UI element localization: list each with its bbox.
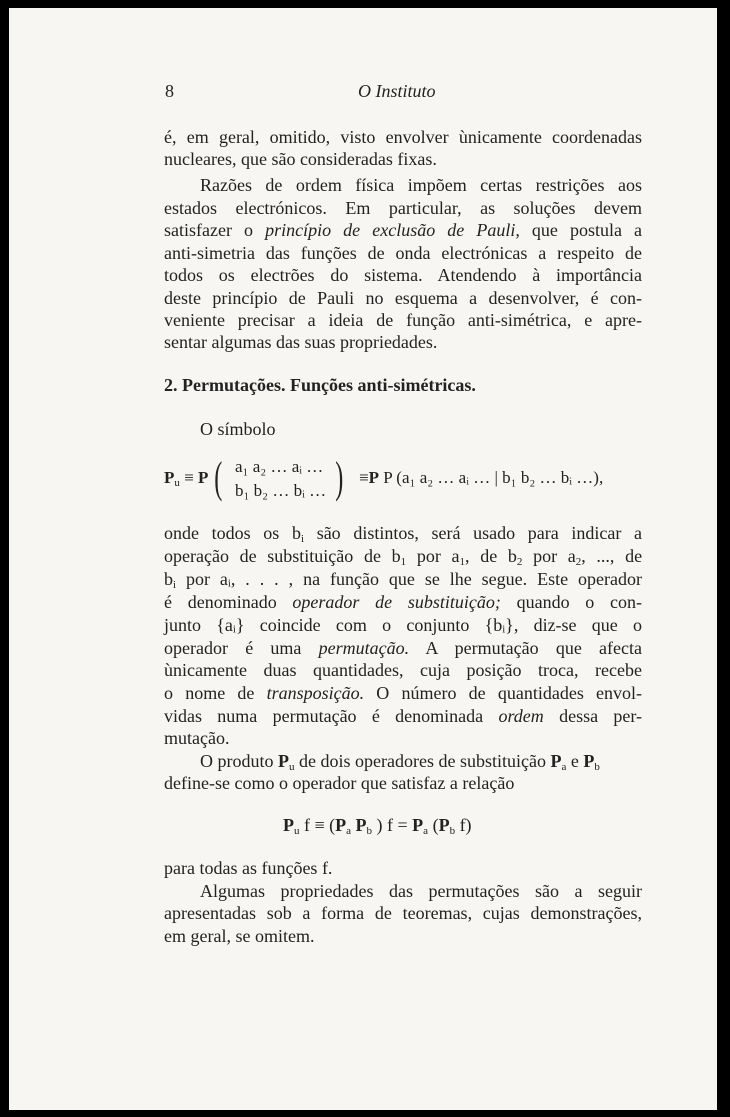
text-line: O produto $P_u$ de dois operadores de substituição $P_a$ e $P_b$ <box>200 751 600 773</box>
pauli-principle: princípio de exclusão de Pauli, <box>265 220 520 240</box>
text-line: satisfazer o princípio de exclusão de Pauli, que postula a <box>164 220 643 240</box>
section-heading: 2. Permutações. Funções anti-simétricas. <box>164 375 476 395</box>
text-line: Algumas propriedades das permutações são a seguir <box>200 881 642 901</box>
text-line: nucleares, que são consideradas fixas. <box>164 149 437 169</box>
text-line: $b_i$ por aᵢ, . . . , na função que se lhe segue. Este operador <box>164 569 642 591</box>
equation-permutation: $P_u \equiv P$ ( a₁ a₂ … aᵢ … b₁ b₂ … bᵢ … ) ≡P P (a₁ a₂ … aᵢ … | b₁ b₂ … bᵢ …), <box>164 453 604 502</box>
text-line: define-se como o operador que satisfaz a relação <box>164 773 515 793</box>
text-line: o nome de transposição. O número de quantidades envol- <box>164 683 643 703</box>
text-line: em geral, se omitem. <box>164 926 315 946</box>
text-line: onde todos os $b_i$ são distintos, será usado para indicar a <box>164 523 643 545</box>
text-line: para todas as funções f. <box>164 858 333 878</box>
text-line: O símbolo <box>200 419 276 439</box>
text-line: vidas numa permutação é denominada ordem dessa per- <box>164 706 643 726</box>
text-line: estados electrónicos. Em particular, as soluções devem <box>164 198 642 218</box>
text-line: é denominado operador de substituição; quando o con- <box>164 592 642 612</box>
text-line: mutação. <box>164 728 230 748</box>
text-line: operação de substituição de $b_1$ por $a_1$, de $b_2$ por $a_2$, ..., de <box>164 546 643 568</box>
right-paren: ) <box>335 453 344 502</box>
text-line: veniente precisar a ideia de função anti-simétrica, e apre- <box>164 310 642 330</box>
text-line: todos os electrões do sistema. Atendendo à importância <box>164 265 642 285</box>
equation-product: $P_u$ $f \equiv (P_a$ $P_b$ ) $f = P_a$ ($P_b$ f) <box>283 815 472 837</box>
text-line: deste princípio de Pauli no esquema a desenvolver, é con- <box>164 288 642 308</box>
matrix-row-a: a₁ a₂ … aᵢ … <box>235 457 324 476</box>
page-number: 8 <box>165 81 174 101</box>
left-paren: ( <box>214 453 223 502</box>
text-line: junto {aᵢ} coincide com o conjunto {bᵢ}, diz-se que o <box>164 615 642 635</box>
running-title: O Instituto <box>358 81 436 101</box>
text-line: sentar algumas das suas propriedades. <box>164 332 438 352</box>
text-line: ùnicamente duas quantidades, cuja posição troca, recebe <box>164 660 642 680</box>
text-line: anti-simetria das funções de onda electrónicas a respeito de <box>164 243 642 263</box>
matrix-row-b: b₁ b₂ … bᵢ … <box>235 481 327 500</box>
text-line: é, em geral, omitido, visto envolver ùnicamente coordenadas <box>164 127 642 147</box>
text-line: operador é uma permutação. A permutação que afecta <box>164 638 642 658</box>
text-line: apresentadas sob a forma de teoremas, cujas demonstrações, <box>164 903 642 923</box>
text-line: Razões de ordem física impõem certas restrições aos <box>200 175 642 195</box>
